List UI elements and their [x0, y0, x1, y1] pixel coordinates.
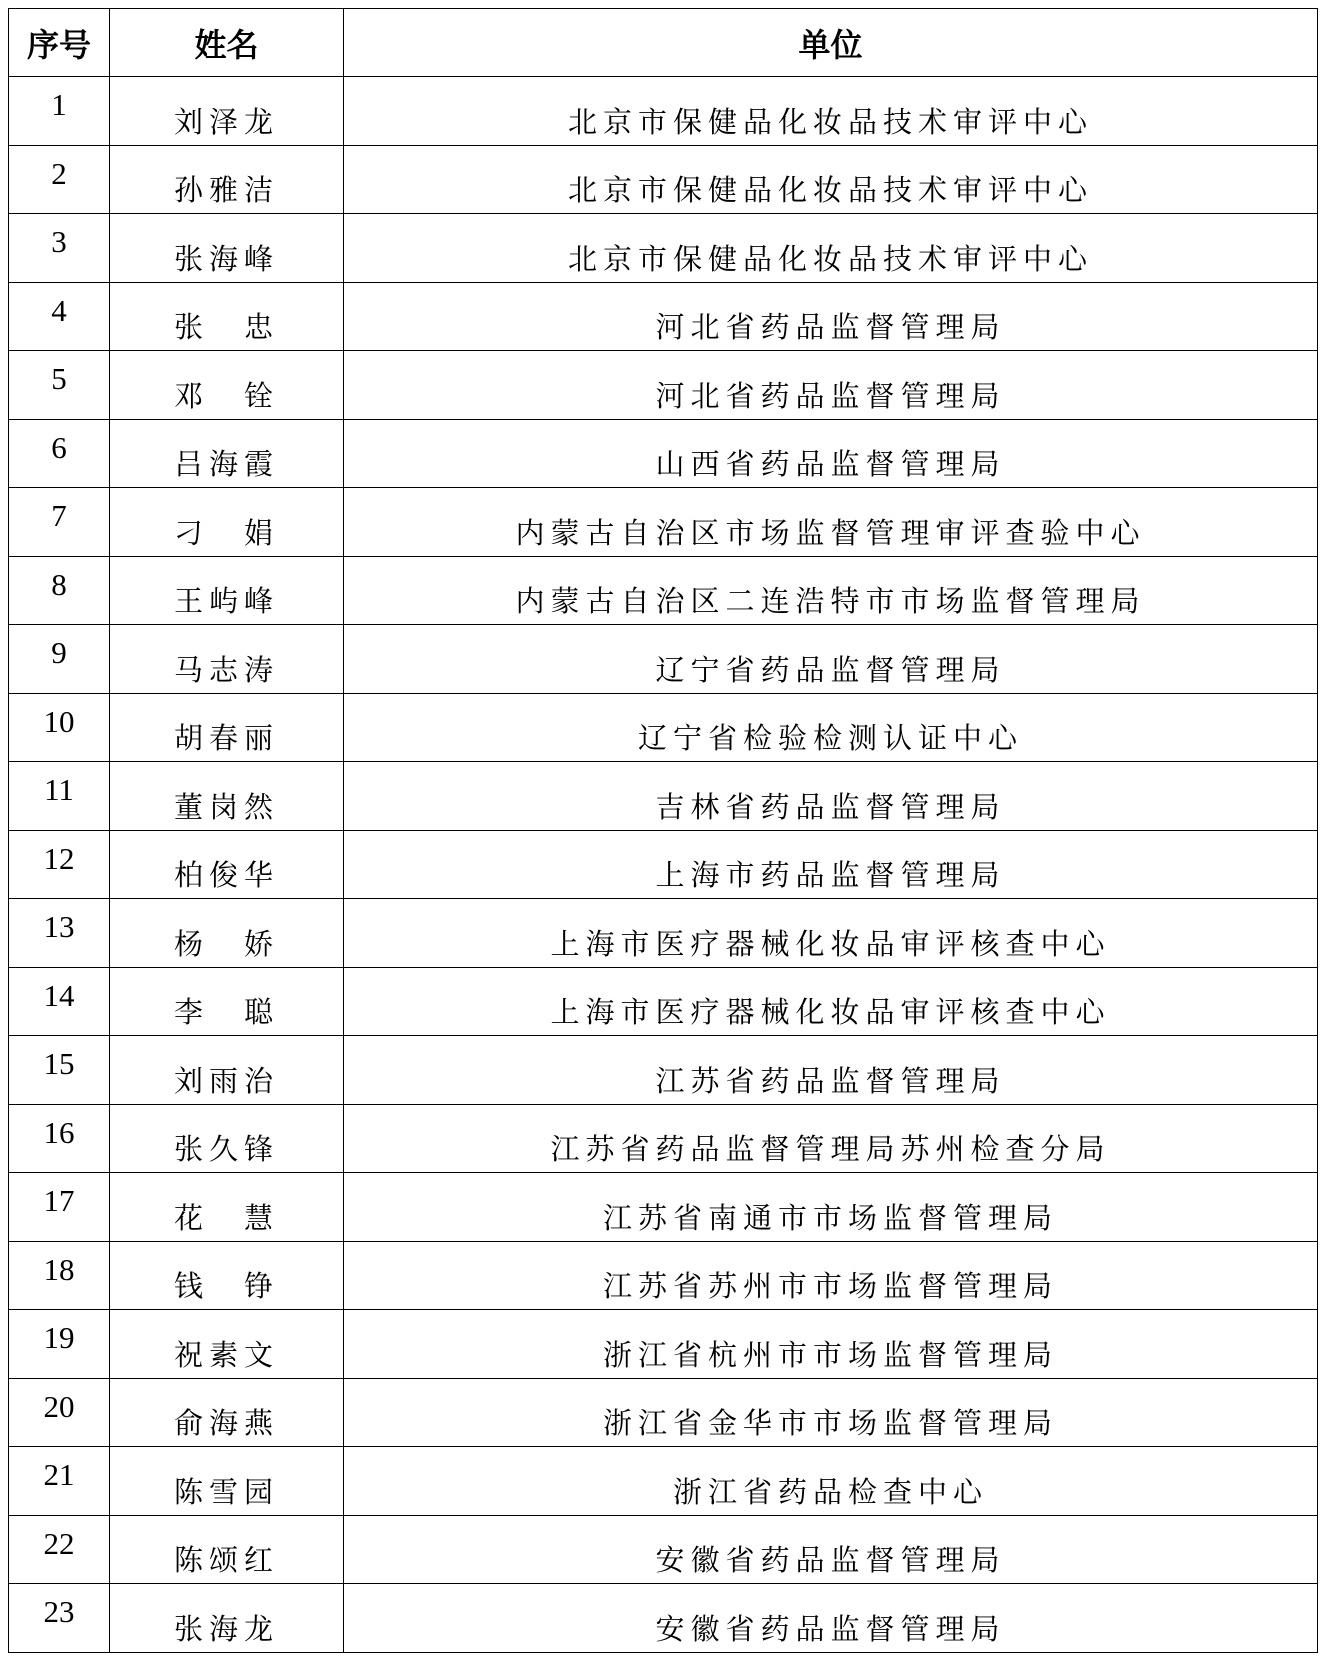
row-name-text: 花 慧	[173, 1200, 279, 1235]
row-name-text: 马志涛	[173, 652, 279, 687]
personnel-table	[8, 8, 1318, 1653]
table-row	[9, 556, 1318, 625]
row-name	[110, 762, 344, 831]
row-index: 17	[9, 1173, 110, 1242]
table-body	[9, 77, 1318, 1653]
row-unit: 内蒙古自治区市场监督管理审评查验中心	[344, 488, 1318, 557]
row-unit: 北京市保健品化妆品技术审评中心	[344, 214, 1318, 283]
row-unit: 江苏省药品监督管理局	[344, 1036, 1318, 1105]
table-header	[9, 9, 1318, 77]
table-row	[9, 899, 1318, 968]
table-row	[9, 488, 1318, 557]
row-name	[110, 830, 344, 899]
row-name-text: 刘雨治	[173, 1063, 279, 1098]
row-name-text: 杨 娇	[173, 926, 279, 961]
row-unit: 浙江省药品检查中心	[344, 1447, 1318, 1516]
row-index: 21	[9, 1447, 110, 1516]
row-index: 3	[9, 214, 110, 283]
table-row	[9, 1310, 1318, 1379]
header-row	[9, 9, 1318, 77]
row-unit: 辽宁省检验检测认证中心	[344, 693, 1318, 762]
table-row	[9, 1378, 1318, 1447]
table-row	[9, 1447, 1318, 1516]
row-index: 23	[9, 1584, 110, 1653]
row-unit: 安徽省药品监督管理局	[344, 1584, 1318, 1653]
row-index: 15	[9, 1036, 110, 1105]
row-name	[110, 282, 344, 351]
row-name-text: 陈雪园	[173, 1474, 279, 1509]
row-name-text: 张久锋	[173, 1132, 279, 1166]
table-row	[9, 214, 1318, 283]
row-index: 10	[9, 693, 110, 762]
row-unit: 辽宁省药品监督管理局	[344, 625, 1318, 694]
row-index: 7	[9, 488, 110, 557]
row-name	[110, 556, 344, 625]
row-name-text: 孙雅洁	[173, 173, 279, 207]
row-index: 16	[9, 1104, 110, 1173]
table-row	[9, 762, 1318, 831]
header-index: 序号	[9, 9, 110, 77]
row-name-text: 陈颂红	[173, 1543, 279, 1577]
row-unit: 山西省药品监督管理局	[344, 419, 1318, 488]
table-row	[9, 1036, 1318, 1105]
table-row	[9, 1104, 1318, 1173]
row-unit: 内蒙古自治区二连浩特市市场监督管理局	[344, 556, 1318, 625]
row-name-text: 张海龙	[173, 1611, 279, 1646]
row-index: 20	[9, 1378, 110, 1447]
row-index: 1	[9, 77, 110, 146]
table-row	[9, 1173, 1318, 1242]
row-name-text: 吕海霞	[173, 447, 279, 481]
row-name	[110, 145, 344, 214]
row-name	[110, 1104, 344, 1173]
row-index: 5	[9, 351, 110, 420]
row-index: 9	[9, 625, 110, 694]
row-index: 6	[9, 419, 110, 488]
row-index: 13	[9, 899, 110, 968]
row-name	[110, 1584, 344, 1653]
row-index: 2	[9, 145, 110, 214]
row-name	[110, 967, 344, 1036]
row-name-text: 刁 娟	[173, 515, 279, 550]
row-name	[110, 1447, 344, 1516]
table-row	[9, 1515, 1318, 1584]
row-index: 12	[9, 830, 110, 899]
row-unit: 上海市医疗器械化妆品审评核查中心	[344, 967, 1318, 1036]
table-row	[9, 1241, 1318, 1310]
row-index: 18	[9, 1241, 110, 1310]
table-row	[9, 351, 1318, 420]
header-unit: 单位	[344, 9, 1318, 77]
row-unit: 江苏省药品监督管理局苏州检查分局	[344, 1104, 1318, 1173]
row-name	[110, 351, 344, 420]
row-unit: 吉林省药品监督管理局	[344, 762, 1318, 831]
row-unit: 上海市医疗器械化妆品审评核查中心	[344, 899, 1318, 968]
table-row	[9, 625, 1318, 694]
row-name-text: 邓 铨	[173, 378, 279, 413]
row-index: 22	[9, 1515, 110, 1584]
row-index: 19	[9, 1310, 110, 1379]
table-row	[9, 830, 1318, 899]
table-row	[9, 282, 1318, 351]
row-name	[110, 1515, 344, 1584]
row-name	[110, 1310, 344, 1379]
row-name-text: 张海峰	[173, 241, 279, 276]
row-unit: 河北省药品监督管理局	[344, 351, 1318, 420]
row-name-text: 李 聪	[173, 995, 279, 1029]
row-name	[110, 1036, 344, 1105]
row-name-text: 胡春丽	[173, 721, 279, 755]
row-unit: 江苏省苏州市市场监督管理局	[344, 1241, 1318, 1310]
table-row	[9, 419, 1318, 488]
row-name	[110, 1173, 344, 1242]
row-name	[110, 488, 344, 557]
row-unit: 安徽省药品监督管理局	[344, 1515, 1318, 1584]
row-name-text: 刘泽龙	[173, 104, 279, 139]
row-name-text: 祝素文	[173, 1337, 279, 1372]
row-name	[110, 693, 344, 762]
row-name	[110, 625, 344, 694]
table-row	[9, 693, 1318, 762]
row-unit: 河北省药品监督管理局	[344, 282, 1318, 351]
row-unit: 浙江省金华市市场监督管理局	[344, 1378, 1318, 1447]
row-unit: 上海市药品监督管理局	[344, 830, 1318, 899]
row-name-text: 董岗然	[173, 789, 279, 824]
row-name-text: 钱 铮	[173, 1269, 279, 1303]
row-index: 8	[9, 556, 110, 625]
row-name	[110, 214, 344, 283]
table-row	[9, 1584, 1318, 1653]
row-unit: 北京市保健品化妆品技术审评中心	[344, 77, 1318, 146]
row-name	[110, 1241, 344, 1310]
row-unit: 北京市保健品化妆品技术审评中心	[344, 145, 1318, 214]
row-index: 14	[9, 967, 110, 1036]
row-index: 4	[9, 282, 110, 351]
row-name-text: 王屿峰	[173, 584, 279, 618]
row-name-text: 张 忠	[173, 310, 279, 344]
row-unit: 江苏省南通市市场监督管理局	[344, 1173, 1318, 1242]
table-row	[9, 77, 1318, 146]
row-name	[110, 77, 344, 146]
row-name	[110, 899, 344, 968]
row-name	[110, 419, 344, 488]
header-name: 姓名	[110, 9, 344, 77]
table-row	[9, 967, 1318, 1036]
row-unit: 浙江省杭州市市场监督管理局	[344, 1310, 1318, 1379]
table-row	[9, 145, 1318, 214]
row-index: 11	[9, 762, 110, 831]
row-name-text: 俞海燕	[173, 1406, 279, 1440]
row-name-text: 柏俊华	[173, 858, 279, 892]
row-name	[110, 1378, 344, 1447]
